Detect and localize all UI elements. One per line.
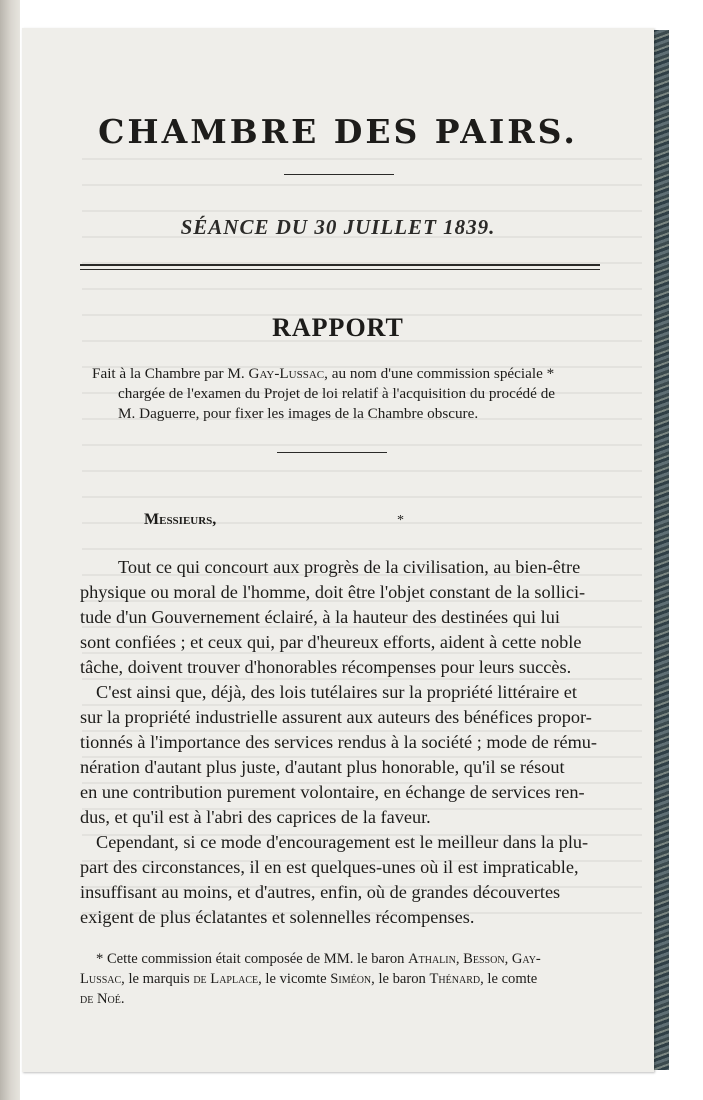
section-rule bbox=[277, 452, 387, 453]
footnote-text: , le vicomte bbox=[258, 971, 331, 987]
intro-line-1 bbox=[92, 365, 554, 383]
member-name: Thénard bbox=[429, 971, 481, 987]
text-line: dus, et qu'il est à l'abri des caprices de la faveur. bbox=[80, 807, 431, 827]
book-page bbox=[22, 28, 654, 1072]
intro-text: Fait à la Chambre par M. bbox=[92, 365, 249, 382]
footnote-line-2 bbox=[80, 971, 537, 988]
text-line: Cependant, si ce mode d'encouragement est le meilleur dans la plu- bbox=[96, 832, 589, 852]
title-rule bbox=[284, 174, 394, 175]
double-rule-top bbox=[80, 264, 600, 266]
show-through-text bbox=[82, 158, 642, 918]
footnote-text: . bbox=[120, 991, 125, 1007]
author-name: Gay-Lussac bbox=[248, 365, 325, 382]
salutation: Messieurs, bbox=[144, 511, 217, 528]
footnote-text: , le comte bbox=[480, 971, 538, 987]
report-heading: RAPPORT bbox=[272, 313, 404, 342]
member-name: de Laplace bbox=[193, 971, 259, 987]
text-line: Tout ce qui concourt aux progrès de la civilisation, au bien-être bbox=[118, 557, 581, 577]
text-line: exigent de plus éclatantes et solennelles récompenses. bbox=[80, 907, 475, 927]
intro-line-2: chargée de l'examen du Projet de loi relatif à l'acquisition du procédé de bbox=[118, 385, 556, 402]
text-line: physique ou moral de l'homme, doit être l'objet constant de la sollici- bbox=[80, 582, 586, 602]
footnote-line-1 bbox=[96, 951, 541, 968]
footnote-text: , bbox=[455, 951, 464, 967]
member-name: Besson bbox=[463, 951, 505, 967]
session-date: SÉANCE DU 30 JUILLET 1839. bbox=[180, 215, 496, 239]
text-line: sont confiées ; et ceux qui, par d'heureux efforts, aident à cette noble bbox=[80, 632, 582, 652]
footnote-text: , bbox=[504, 951, 512, 967]
text-line: tionnés à l'importance des services rendus à la société ; mode de rému- bbox=[80, 732, 598, 752]
text-line: insuffisant au moins, et d'autres, enfin, où de grandes découvertes bbox=[80, 882, 561, 902]
footnote-text: , le baron bbox=[371, 971, 430, 987]
footnote-line-3 bbox=[80, 991, 125, 1008]
stray-mark: * bbox=[397, 513, 404, 528]
intro-text: , au nom d'une commission spéciale * bbox=[324, 365, 555, 382]
member-name: Siméon bbox=[330, 971, 372, 987]
member-name: Gay- bbox=[511, 951, 541, 967]
member-name: Lussac bbox=[80, 971, 122, 987]
text-line: tude d'un Gouvernement éclairé, à la hauteur des destinées qui lui bbox=[80, 607, 560, 627]
text-line: sur la propriété industrielle assurent aux auteurs des bénéfices propor- bbox=[80, 707, 592, 727]
member-name: Athalin bbox=[408, 951, 456, 967]
double-rule-bottom bbox=[80, 269, 600, 270]
text-line: tâche, doivent trouver d'honorables récompenses pour leurs succès. bbox=[80, 657, 572, 677]
left-page-edge bbox=[0, 0, 20, 1100]
page-title: CHAMBRE DES PAIRS. bbox=[98, 112, 578, 151]
text-line: nération d'autant plus juste, d'autant plus honorable, qu'il se résout bbox=[80, 757, 565, 777]
member-name: de Noé bbox=[80, 991, 121, 1007]
text-line: en une contribution purement volontaire, en échange de services ren- bbox=[80, 782, 585, 802]
footnote-text: * Cette commission était composée de MM. le baron bbox=[96, 951, 409, 967]
text-line: part des circonstances, il en est quelques-unes où il est impraticable, bbox=[80, 857, 579, 877]
text-line: C'est ainsi que, déjà, des lois tutélaires sur la propriété littéraire et bbox=[96, 682, 577, 702]
intro-line-3: M. Daguerre, pour fixer les images de la Chambre obscure. bbox=[118, 405, 479, 422]
footnote-text: , le marquis bbox=[121, 971, 194, 987]
